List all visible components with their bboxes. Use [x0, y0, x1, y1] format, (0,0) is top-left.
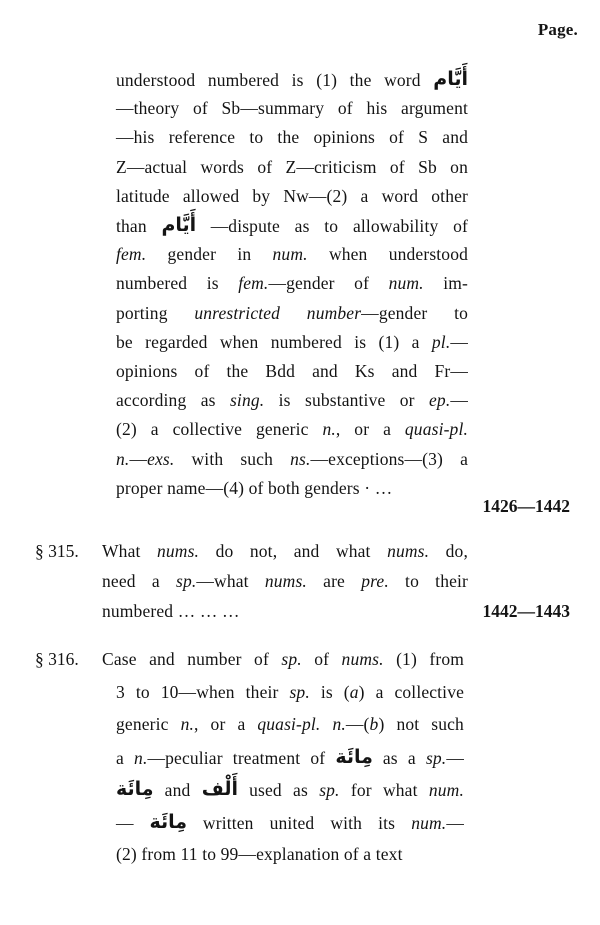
- text-run: latitude allowed by Nw—(2) a word other: [116, 186, 468, 206]
- text-line: [116, 389, 468, 411]
- text-line: [116, 418, 468, 440]
- text-run: —(: [345, 714, 370, 734]
- text-run: (2) from 11 to 99—explanation of a text: [116, 844, 403, 864]
- text-line: [116, 360, 468, 382]
- italic-abbreviation: unrestricted number: [194, 303, 362, 323]
- italic-abbreviation: sp.: [289, 682, 310, 702]
- text-line: [116, 331, 468, 353]
- text-run: —theory of Sb—summary of his argument: [116, 98, 468, 118]
- text-line: [116, 214, 468, 237]
- arabic-word: مِائَة: [116, 778, 154, 800]
- italic-abbreviation: n.: [116, 449, 130, 469]
- italic-abbreviation: fem.: [116, 244, 147, 264]
- text-run: numbered is: [116, 273, 239, 293]
- italic-abbreviation: quasi-pl. n.: [257, 714, 346, 734]
- text-run: gender in: [146, 244, 273, 264]
- text-line: [116, 811, 464, 834]
- italic-abbreviation: sing.: [229, 390, 265, 410]
- text-run: for what: [339, 780, 429, 800]
- italic-abbreviation: num.: [428, 780, 464, 800]
- italic-abbreviation: n.: [322, 419, 336, 439]
- italic-abbreviation: num.: [411, 813, 447, 833]
- text-run: What: [102, 541, 157, 561]
- arabic-word: مِائَة: [335, 746, 373, 768]
- text-line: [102, 570, 468, 592]
- text-run: used as: [237, 780, 320, 800]
- text-line: [116, 156, 468, 178]
- text-run: numbered … … …: [102, 601, 240, 621]
- italic-abbreviation: quasi-pl.: [404, 419, 468, 439]
- text-run: ) a collective: [358, 682, 465, 702]
- text-line: [116, 68, 468, 91]
- text-line: [116, 843, 464, 865]
- italic-abbreviation: b: [369, 714, 379, 734]
- text-run: —dispute as to allowability of: [196, 216, 468, 236]
- italic-abbreviation: a: [349, 682, 359, 702]
- section-number: § 315.: [35, 541, 79, 561]
- arabic-word: أَلْف: [201, 778, 238, 800]
- text-run: understood numbered is (1) the word: [116, 70, 434, 90]
- text-run: generic: [116, 714, 181, 734]
- text-run: , or a: [194, 714, 258, 734]
- italic-abbreviation: sp.: [425, 748, 447, 768]
- text-line: [116, 126, 468, 148]
- italic-abbreviation: ep.: [429, 390, 451, 410]
- text-line: [116, 185, 468, 207]
- italic-abbreviation: nums.: [341, 649, 384, 669]
- italic-abbreviation: nums.: [157, 541, 200, 561]
- text-run: written united with its: [187, 813, 412, 833]
- italic-abbreviation: ns.: [290, 449, 311, 469]
- text-line: [116, 243, 468, 265]
- text-run: need a: [102, 571, 176, 591]
- text-line: [116, 681, 464, 703]
- text-line: [102, 540, 468, 562]
- text-run: of: [301, 649, 342, 669]
- text-run: —: [129, 449, 148, 469]
- text-run: —gender to: [361, 303, 468, 323]
- text-run: according as: [116, 390, 230, 410]
- italic-abbreviation: sp.: [175, 571, 197, 591]
- italic-abbreviation: n.: [180, 714, 194, 734]
- italic-abbreviation: pre.: [361, 571, 389, 591]
- text-run: to their: [388, 571, 468, 591]
- text-run: are: [306, 571, 362, 591]
- text-line: [102, 648, 464, 670]
- text-run: —: [450, 390, 468, 410]
- page-range: 1442—1443: [482, 601, 570, 621]
- text-run: be regarded when numbered is (1) a: [116, 332, 432, 352]
- italic-abbreviation: nums.: [387, 541, 430, 561]
- arabic-word: أَيَّام: [433, 68, 468, 90]
- text-run: —gender of: [268, 273, 389, 293]
- text-run: (1) from: [383, 649, 464, 669]
- text-run: —: [446, 748, 464, 768]
- text-line: [116, 448, 468, 470]
- page-range: 1426—1442: [482, 496, 570, 516]
- italic-abbreviation: fem.: [238, 273, 269, 293]
- text-run: a: [116, 748, 135, 768]
- italic-abbreviation: nums.: [264, 571, 307, 591]
- text-run: with such: [174, 449, 291, 469]
- italic-abbreviation: exs.: [147, 449, 175, 469]
- italic-abbreviation: num.: [388, 273, 424, 293]
- italic-abbreviation: pl.: [431, 332, 451, 352]
- text-run: porting: [116, 303, 195, 323]
- text-run: —: [450, 332, 468, 352]
- text-line: [116, 97, 468, 119]
- text-run: —what: [196, 571, 265, 591]
- text-line: [116, 477, 468, 499]
- italic-abbreviation: n.: [134, 748, 148, 768]
- text-line: [116, 713, 464, 735]
- italic-abbreviation: sp.: [281, 649, 302, 669]
- text-run: is (: [309, 682, 350, 702]
- text-run: (2) a collective generic: [116, 419, 323, 439]
- text-run: —peculiar treatment of: [147, 748, 336, 768]
- text-run: do not, and what: [199, 541, 388, 561]
- text-line: [116, 746, 464, 769]
- text-run: than: [116, 216, 162, 236]
- text-run: when understood: [307, 244, 468, 264]
- italic-abbreviation: sp.: [319, 780, 340, 800]
- text-line: [116, 778, 464, 801]
- text-run: —his reference to the opinions of S and: [116, 127, 468, 147]
- text-run: do,: [429, 541, 468, 561]
- text-line: [102, 600, 468, 622]
- page-header: Page.: [537, 20, 578, 39]
- section-number: § 316.: [35, 649, 79, 669]
- text-run: , or a: [335, 419, 405, 439]
- arabic-word: أَيَّام: [161, 214, 197, 236]
- text-run: is substantive or: [264, 390, 429, 410]
- text-run: ) not such: [378, 714, 464, 734]
- text-run: im-: [423, 273, 468, 293]
- text-run: proper name—(4) of both genders · …: [116, 478, 393, 498]
- text-run: —exceptions—(3) a: [310, 449, 469, 469]
- text-run: Case and number of: [102, 649, 282, 669]
- text-run: opinions of the Bdd and Ks and Fr—: [116, 361, 468, 381]
- text-run: —: [116, 813, 150, 833]
- text-run: and: [153, 780, 202, 800]
- text-line: [116, 272, 468, 294]
- text-run: 3 to 10—when their: [116, 682, 290, 702]
- text-line: [116, 302, 468, 324]
- text-run: Z—actual words of Z—criticism of Sb on: [116, 157, 468, 177]
- italic-abbreviation: num.: [272, 244, 308, 264]
- text-run: —: [446, 813, 464, 833]
- arabic-word: مِائَة: [149, 811, 187, 833]
- text-run: as a: [372, 748, 426, 768]
